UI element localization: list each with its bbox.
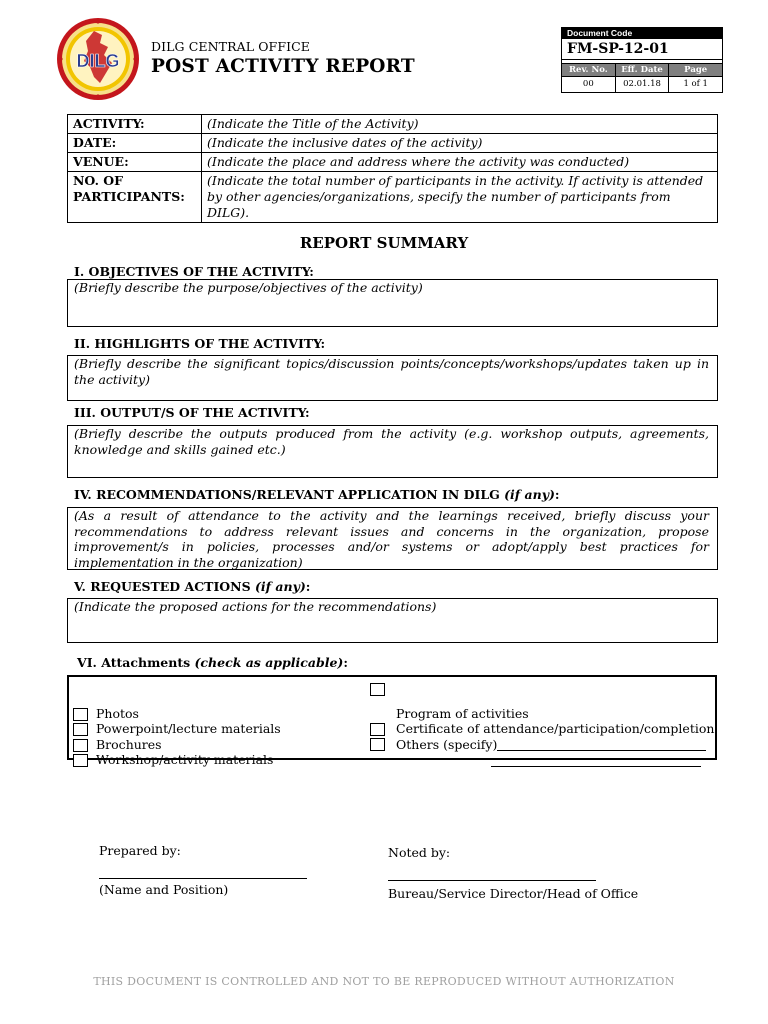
venue-field[interactable]: (Indicate the place and address where the activity was conducted)	[202, 153, 718, 172]
eff-date-value: 02.01.18	[616, 77, 670, 92]
attachments-box	[67, 675, 717, 760]
report-summary-title: REPORT SUMMARY	[299, 234, 469, 252]
footer-notice: THIS DOCUMENT IS CONTROLLED AND NOT TO BE REPRODUCED WITHOUT AUTHORIZATION	[93, 975, 675, 988]
activity-field[interactable]: (Indicate the Title of the Activity)	[202, 115, 718, 134]
venue-label: VENUE:	[68, 153, 202, 172]
table-row	[68, 172, 718, 223]
highlights-heading: II. HIGHLIGHTS OF THE ACTIVITY:	[74, 336, 326, 351]
requested-actions-heading: V. REQUESTED ACTIONS (if any):	[74, 579, 311, 594]
outputs-field[interactable]: (Briefly describe the outputs produced from the activity (e.g. workshop outputs, agreements, knowledge and skills gained etc.)	[67, 425, 718, 478]
date-label: DATE:	[68, 134, 202, 153]
photos-label: Photos	[96, 706, 139, 721]
document-code-values	[562, 77, 722, 92]
checkbox[interactable]	[370, 683, 385, 696]
table-row	[68, 153, 718, 172]
dilg-logo	[56, 17, 140, 101]
prepared-by-label: Prepared by:	[99, 843, 181, 858]
brochures-label: Brochures	[96, 737, 162, 752]
others-checkbox[interactable]	[370, 738, 385, 751]
others-label: Others (specify)	[396, 737, 498, 752]
workshop-materials-label: Workshop/activity materials	[96, 752, 274, 767]
page-value: 1 of 1	[683, 79, 708, 89]
activity-info-table	[67, 114, 718, 223]
noted-by-caption: Bureau/Service Director/Head of Office	[388, 886, 639, 901]
powerpoint-label: Powerpoint/lecture materials	[96, 721, 281, 736]
highlights-field[interactable]: (Briefly describe the significant topics/discussion points/concepts/workshops/updates taken up in the activity)	[67, 355, 718, 401]
attachments-heading: VI. Attachments (check as applicable):	[77, 655, 348, 670]
photos-checkbox[interactable]	[73, 708, 88, 721]
participants-field[interactable]: (Indicate the total number of participants in the activity. If activity is attended by other agencies/organizations, specify the number of participants from DILG).	[202, 172, 718, 223]
prepared-by-signature-line[interactable]	[99, 878, 307, 879]
rev-no-header: Rev. No.	[562, 64, 616, 76]
prepared-by-caption: (Name and Position)	[99, 882, 229, 897]
eff-date-header: Eff. Date	[616, 64, 670, 76]
office-name: DILG CENTRAL OFFICE	[151, 39, 311, 54]
table-row	[68, 115, 718, 134]
page-header: Page	[684, 65, 708, 75]
document-code-box	[561, 27, 723, 93]
document-code-headers	[562, 64, 722, 77]
recommendations-field[interactable]: (As a result of attendance to the activity and the learnings received, briefly discuss your recommendations to address relevant issues and concerns in the organization, propose improvement/s in policies, processes and/or systems or adopt/apply best practices for implementation in the organization)	[67, 507, 718, 570]
date-field[interactable]: (Indicate the inclusive dates of the activity)	[202, 134, 718, 153]
certificate-checkbox[interactable]	[370, 723, 385, 736]
participants-label: NO. OF PARTICIPANTS:	[68, 172, 202, 223]
workshop-materials-checkbox[interactable]	[73, 754, 88, 767]
brochures-checkbox[interactable]	[73, 739, 88, 752]
logo-text: DILG	[76, 51, 120, 71]
activity-label: ACTIVITY:	[68, 115, 202, 134]
others-specify-line[interactable]	[497, 750, 706, 751]
requested-actions-field[interactable]: (Indicate the proposed actions for the recommendations)	[67, 598, 718, 643]
page-title: POST ACTIVITY REPORT	[151, 56, 415, 77]
powerpoint-checkbox[interactable]	[73, 723, 88, 736]
table-row	[68, 134, 718, 153]
objectives-field[interactable]: (Briefly describe the purpose/objectives of the activity)	[67, 279, 718, 327]
noted-by-signature-line[interactable]	[388, 880, 596, 881]
certificate-label: Certificate of attendance/participation/completion	[396, 721, 715, 736]
program-label: Program of activities	[396, 706, 529, 721]
noted-by-label: Noted by:	[388, 845, 451, 860]
document-code-value: FM-SP-12-01	[562, 39, 722, 60]
recommendations-heading: IV. RECOMMENDATIONS/RELEVANT APPLICATION IN DILG (if any):	[74, 487, 560, 502]
objectives-heading: I. OBJECTIVES OF THE ACTIVITY:	[74, 264, 314, 279]
outputs-heading: III. OUTPUT/S OF THE ACTIVITY:	[74, 405, 310, 420]
rev-no-value: 00	[562, 77, 616, 92]
document-code-label: Document Code	[562, 28, 722, 39]
others-specify-line-2[interactable]	[491, 766, 701, 767]
